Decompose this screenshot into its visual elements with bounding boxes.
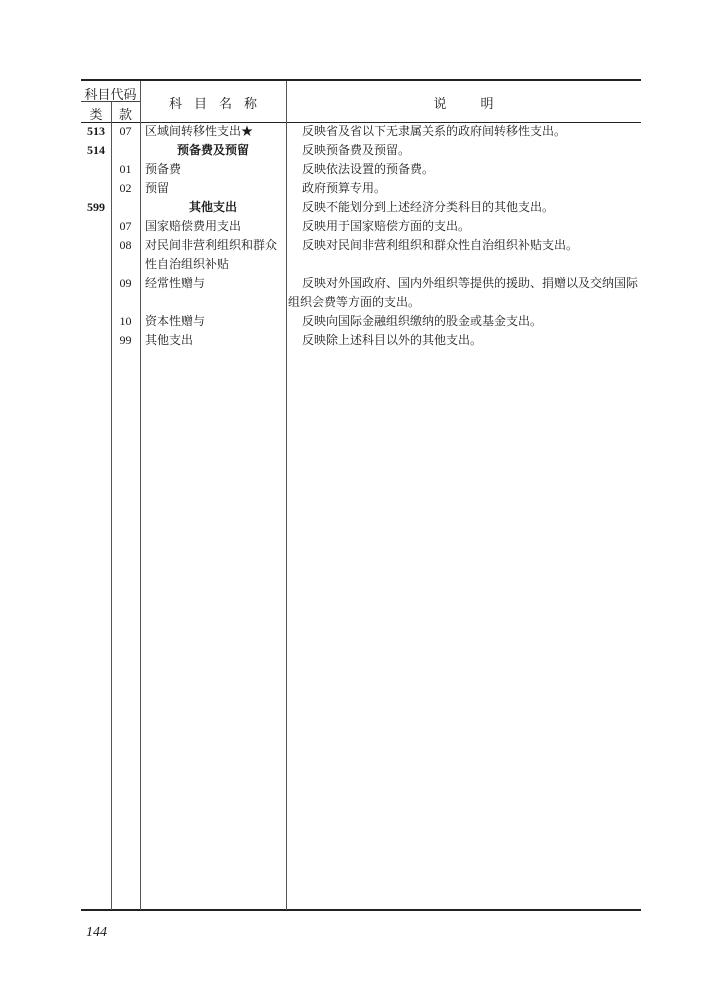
header-code: 科目代码: [84, 88, 137, 103]
header-name: 科目名称: [168, 97, 269, 112]
table-top-rule: [81, 79, 641, 81]
table-bottom-rule: [81, 909, 641, 911]
row-name: 区域间转移性支出★: [145, 124, 254, 138]
row-name: 其他支出: [188, 200, 237, 214]
row-description: 反映对外国政府、国内外组织等提供的援助、捐赠以及交纳国际组织会费等方面的支出。: [288, 276, 639, 309]
row-kuan: 01: [119, 162, 132, 176]
row-kuan: 99: [119, 333, 132, 347]
row-description: 反映用于国家赔偿方面的支出。: [302, 219, 471, 233]
row-description: 政府预算专用。: [302, 181, 387, 195]
row-name: 预备费及预留: [176, 143, 249, 157]
row-name: 其他支出: [145, 333, 194, 347]
row-description: 反映对民间非营利组织和群众性自治组织补贴支出。: [302, 238, 579, 252]
row-kuan: 09: [119, 276, 132, 290]
row-name: 预备费: [145, 162, 182, 176]
column-divider-name-desc: [286, 81, 287, 910]
row-name: 经常性赠与: [145, 276, 206, 290]
header-kuan: 款: [118, 108, 132, 123]
row-lei: 513: [87, 124, 105, 138]
row-description: 反映省及省以下无隶属关系的政府间转移性支出。: [302, 124, 567, 138]
row-kuan: 07: [119, 219, 132, 233]
row-name: 国家赔偿费用支出: [145, 219, 242, 233]
row-kuan: 07: [119, 124, 132, 138]
row-lei: 599: [87, 200, 105, 214]
row-description: 反映预备费及预留。: [302, 143, 411, 157]
row-name: 对民间非营利组织和群众性自治组织补贴: [145, 238, 278, 271]
header-description: 说明: [433, 97, 528, 112]
row-lei: 514: [87, 143, 105, 157]
row-name: 资本性赠与: [145, 314, 206, 328]
row-description: 反映依法设置的预备费。: [302, 162, 435, 176]
page-number: 144: [86, 925, 107, 940]
row-name: 预留: [145, 181, 170, 195]
row-description: 反映不能划分到上述经济分类科目的其他支出。: [302, 200, 555, 214]
row-kuan: 02: [119, 181, 132, 195]
row-kuan: 08: [119, 238, 132, 252]
row-kuan: 10: [119, 314, 132, 328]
header-lei: 类: [89, 108, 103, 123]
row-description: 反映向国际金融组织缴纳的股金或基金支出。: [302, 314, 543, 328]
row-description: 反映除上述科目以外的其他支出。: [302, 333, 483, 347]
